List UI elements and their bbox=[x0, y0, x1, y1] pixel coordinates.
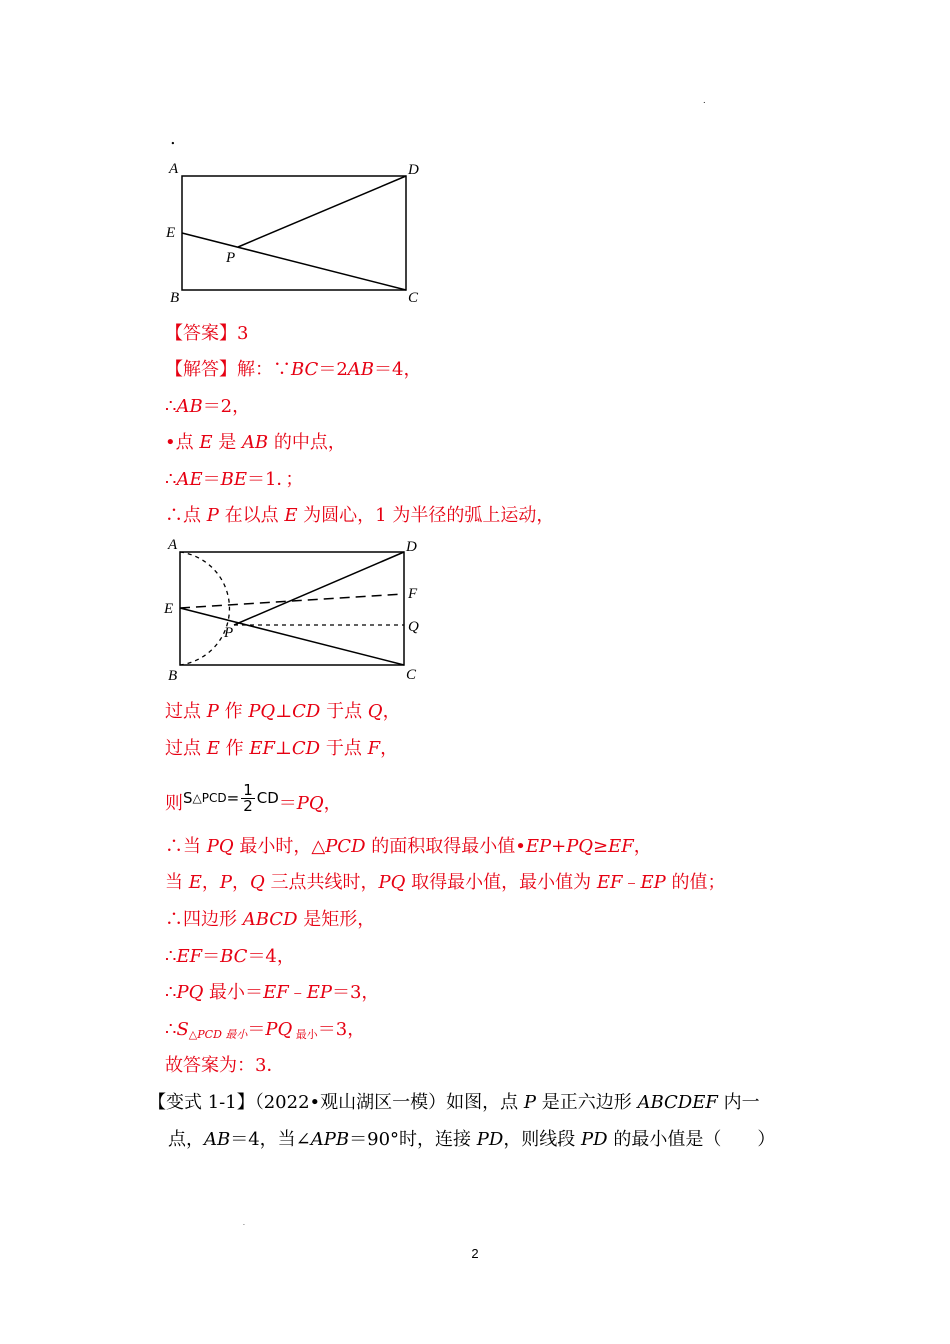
text: ＝1．； bbox=[246, 469, 304, 490]
text: 点， bbox=[168, 1129, 204, 1150]
text: ABCD bbox=[242, 909, 298, 930]
answer-line bbox=[165, 322, 248, 346]
text: 于点 bbox=[320, 738, 368, 759]
label-p: P bbox=[224, 625, 234, 641]
text: ＝3， bbox=[317, 1019, 366, 1040]
text: BC bbox=[220, 946, 248, 967]
text: E bbox=[199, 432, 213, 453]
text: 解：∵ bbox=[237, 359, 291, 380]
text: E bbox=[284, 505, 298, 526]
text: AB bbox=[204, 1129, 231, 1150]
text: EP+PQ≥EF bbox=[525, 836, 634, 857]
variant-line-2 bbox=[168, 1128, 775, 1152]
text: ＝90°时，连接 bbox=[349, 1129, 477, 1150]
answer-value: 3 bbox=[237, 323, 249, 344]
text: EP bbox=[306, 982, 332, 1003]
text: 1 bbox=[243, 780, 253, 799]
figure-rectangle-1 bbox=[160, 156, 430, 306]
step-line-8 bbox=[165, 981, 379, 1005]
fraction-one-half bbox=[241, 780, 255, 815]
text: 过点 bbox=[165, 701, 207, 722]
segment-ec bbox=[180, 608, 404, 665]
solution-line-5 bbox=[165, 504, 554, 528]
label-c: C bbox=[406, 667, 417, 683]
label-a: A bbox=[168, 537, 178, 553]
text: ∴当 bbox=[165, 836, 207, 857]
text: 最小＝ bbox=[203, 982, 264, 1003]
text: ＝ bbox=[202, 469, 221, 490]
text: 的中点， bbox=[268, 432, 346, 453]
text: E bbox=[206, 738, 220, 759]
text: 是 bbox=[212, 432, 242, 453]
step-line-3-area-formula bbox=[165, 776, 342, 820]
solution-line-1 bbox=[165, 358, 421, 382]
text: ＝ bbox=[278, 793, 297, 814]
text: 内一 bbox=[717, 1092, 760, 1113]
text: 作 bbox=[219, 738, 250, 759]
solution-label: 【解答】 bbox=[165, 359, 237, 380]
label-b: B bbox=[170, 290, 180, 306]
text: ＝3， bbox=[331, 982, 380, 1003]
text: PQ bbox=[265, 1019, 293, 1040]
text: ， bbox=[382, 701, 401, 722]
solution-line-2 bbox=[165, 395, 250, 419]
text: ＝4， bbox=[247, 946, 295, 967]
text: EP bbox=[640, 872, 666, 893]
text: 则 bbox=[165, 793, 183, 814]
text: EF bbox=[596, 872, 623, 893]
text: PCD bbox=[325, 836, 366, 857]
text: EF bbox=[263, 982, 289, 1003]
text: S bbox=[183, 789, 193, 807]
text: ， bbox=[232, 872, 250, 893]
text: ⊥ bbox=[274, 738, 292, 759]
text: ∴四边形 bbox=[165, 909, 243, 930]
text: ∴点 bbox=[165, 505, 207, 526]
label-e: E bbox=[166, 225, 176, 241]
text: ∴ bbox=[165, 946, 177, 967]
figure-rectangle-2 bbox=[160, 534, 435, 684]
text: ，则线段 bbox=[503, 1129, 582, 1150]
segment-pd bbox=[238, 176, 406, 247]
solution-line-4 bbox=[165, 468, 303, 492]
label-q: Q bbox=[408, 619, 419, 635]
text: 三点共线时， bbox=[264, 872, 379, 893]
leading-dot: . bbox=[170, 128, 176, 149]
label-d: D bbox=[408, 162, 419, 178]
step-line-6 bbox=[165, 908, 375, 932]
text: CD bbox=[256, 789, 279, 807]
text: ﹣ bbox=[288, 982, 307, 1003]
label-f: F bbox=[408, 586, 418, 602]
label-a: A bbox=[169, 161, 179, 177]
text: AB bbox=[241, 432, 269, 453]
text: 的值； bbox=[665, 872, 726, 893]
rect-abcd bbox=[182, 176, 406, 290]
label-b: B bbox=[168, 668, 178, 684]
text: 在以点 bbox=[218, 505, 285, 526]
text: ＝ bbox=[247, 1019, 266, 1040]
step-line-4 bbox=[165, 835, 652, 859]
text: E bbox=[188, 872, 202, 893]
label-p: P bbox=[226, 250, 236, 266]
text: PQ bbox=[248, 701, 276, 722]
corner-dot: . bbox=[703, 96, 706, 105]
text: ∴ bbox=[165, 396, 177, 417]
text: 当 bbox=[165, 872, 189, 893]
text: ， bbox=[201, 872, 220, 893]
text: 最小时，△ bbox=[233, 836, 326, 857]
bottom-dot: . bbox=[243, 1220, 245, 1227]
text: 于点 bbox=[320, 701, 368, 722]
text: ＝ bbox=[202, 946, 221, 967]
text: ＝2 bbox=[318, 359, 348, 380]
text: PD bbox=[476, 1129, 504, 1150]
step-line-7 bbox=[165, 945, 295, 969]
text: ∴ bbox=[165, 469, 177, 490]
text: 的最小值是（ ） bbox=[607, 1129, 776, 1150]
text: △PCD 最小 bbox=[188, 1028, 248, 1041]
text: △PCD bbox=[192, 791, 227, 805]
rect-abcd-2 bbox=[180, 552, 404, 665]
label-d: D bbox=[406, 539, 417, 555]
text: APB bbox=[310, 1129, 350, 1150]
text: PQ bbox=[206, 836, 234, 857]
text: ＝4，当∠ bbox=[230, 1129, 311, 1150]
text: （2022•观山湖区一模）如图，点 bbox=[254, 1092, 524, 1113]
text: ， bbox=[380, 738, 399, 759]
step-line-10: 故答案为：3． bbox=[165, 1055, 285, 1076]
text: ⊥ bbox=[275, 701, 293, 722]
text: 取得最小值，最小值为 bbox=[405, 872, 597, 893]
text: = bbox=[226, 789, 240, 807]
text: CD bbox=[291, 738, 321, 759]
text: 最小 bbox=[292, 1028, 318, 1041]
page-number: 2 bbox=[471, 1246, 479, 1261]
text: Q bbox=[250, 872, 265, 893]
text: 是矩形， bbox=[297, 909, 376, 930]
text: 的面积取得最小值• bbox=[365, 836, 526, 857]
segment-pd bbox=[234, 552, 404, 625]
text: P bbox=[206, 505, 219, 526]
step-line-1 bbox=[165, 700, 401, 724]
text: ∴ bbox=[165, 982, 177, 1003]
text: AB bbox=[176, 396, 203, 417]
text: ABCDEF bbox=[637, 1092, 718, 1113]
text: ＝4， bbox=[374, 359, 422, 380]
text: 过点 bbox=[165, 738, 207, 759]
text: Q bbox=[367, 701, 383, 722]
text: P bbox=[206, 701, 219, 722]
text: ﹣ bbox=[622, 872, 641, 893]
solution-line-3 bbox=[165, 431, 346, 455]
text: •点 bbox=[165, 432, 200, 453]
segment-ec bbox=[182, 233, 406, 290]
text: PQ bbox=[296, 793, 324, 814]
text: ， bbox=[323, 793, 342, 814]
text: ， bbox=[633, 836, 652, 857]
arc-e-radius bbox=[180, 552, 229, 665]
text: 2 bbox=[243, 796, 253, 815]
text: EF bbox=[249, 738, 275, 759]
text: PD bbox=[581, 1129, 608, 1150]
text: CD bbox=[292, 701, 321, 722]
answer-label: 【答案】 bbox=[165, 323, 237, 344]
step-line-2 bbox=[165, 737, 398, 761]
text: P bbox=[219, 872, 232, 893]
variant-label: 【变式 1-1】 bbox=[148, 1092, 255, 1113]
text: BE bbox=[220, 469, 247, 490]
text: 为圆心，1 为半径的弧上运动， bbox=[297, 505, 555, 526]
text: PQ bbox=[378, 872, 406, 893]
area-formula bbox=[183, 776, 279, 820]
step-line-9 bbox=[165, 1018, 365, 1047]
variant-line-1 bbox=[148, 1091, 760, 1115]
segment-ef-dashed bbox=[180, 594, 404, 608]
label-c: C bbox=[408, 290, 419, 306]
label-e: E bbox=[164, 601, 174, 617]
text: EF bbox=[176, 946, 203, 967]
text: ＝2， bbox=[202, 396, 251, 417]
text: 是正六边形 bbox=[536, 1092, 638, 1113]
text: BC bbox=[291, 359, 319, 380]
text: P bbox=[523, 1092, 536, 1113]
text: AB bbox=[347, 359, 375, 380]
text: 作 bbox=[218, 701, 249, 722]
text: F bbox=[367, 738, 381, 759]
text: ∴ bbox=[165, 1019, 177, 1040]
text: S bbox=[176, 1019, 189, 1040]
step-line-5 bbox=[165, 871, 725, 895]
text: PQ bbox=[176, 982, 204, 1003]
text: AE bbox=[176, 469, 203, 490]
